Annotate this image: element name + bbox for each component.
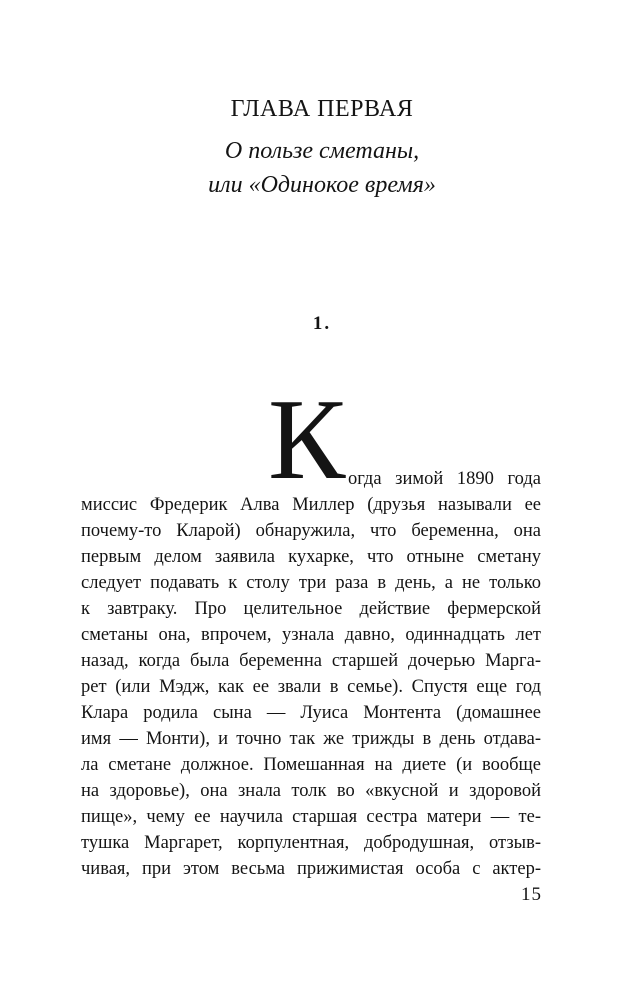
paragraph-line: назад, когда была беременна старшей дочерью Марга- <box>81 651 541 671</box>
section-number: 1. <box>312 313 332 334</box>
drop-cap: К <box>268 376 346 504</box>
paragraph-line: Клара родила сына — Луиса Монтента (домашнее <box>81 703 541 723</box>
paragraph-line: рет (или Мэдж, как ее звали в семье). Спустя еще год <box>81 677 541 697</box>
chapter-subtitle-line: или «Одинокое время» <box>208 172 436 198</box>
paragraph-line: пище», чему ее научила старшая сестра матери — те- <box>81 807 541 827</box>
paragraph-line: чивая, при этом весьма прижимистая особа с актер- <box>81 859 541 879</box>
chapter-title: ГЛАВА ПЕРВАЯ <box>230 96 414 122</box>
paragraph-first-line: огда зимой 1890 года <box>348 469 541 489</box>
paragraph-line: к завтраку. Про целительное действие фермерской <box>81 599 541 619</box>
paragraph-line: следует подавать к столу три раза в день, а не только <box>81 573 541 593</box>
paragraph-line: первым делом заявила кухарке, что отныне сметану <box>81 547 541 567</box>
paragraph-line: тушка Маргарет, корпулентная, добродушная, отзыв- <box>81 833 541 853</box>
chapter-subtitle-line: О пользе сметаны, <box>224 138 420 164</box>
paragraph-line: миссис Фредерик Алва Миллер (друзья называли ее <box>81 495 541 515</box>
paragraph-line: на здоровье), она знала толк во «вкусной и здоровой <box>81 781 541 801</box>
page-number: 15 <box>521 884 542 905</box>
paragraph-line: сметаны она, впрочем, узнала давно, одиннадцать лет <box>81 625 541 645</box>
chapter-subtitle <box>0 134 644 202</box>
paragraph-line: ла сметане должное. Помешанная на диете (и вообще <box>81 755 541 775</box>
paragraph-line: почему-то Кларой) обнаружила, что беременна, она <box>81 521 541 541</box>
paragraph-line: имя — Монти), и точно так же трижды в день отдава- <box>81 729 541 749</box>
